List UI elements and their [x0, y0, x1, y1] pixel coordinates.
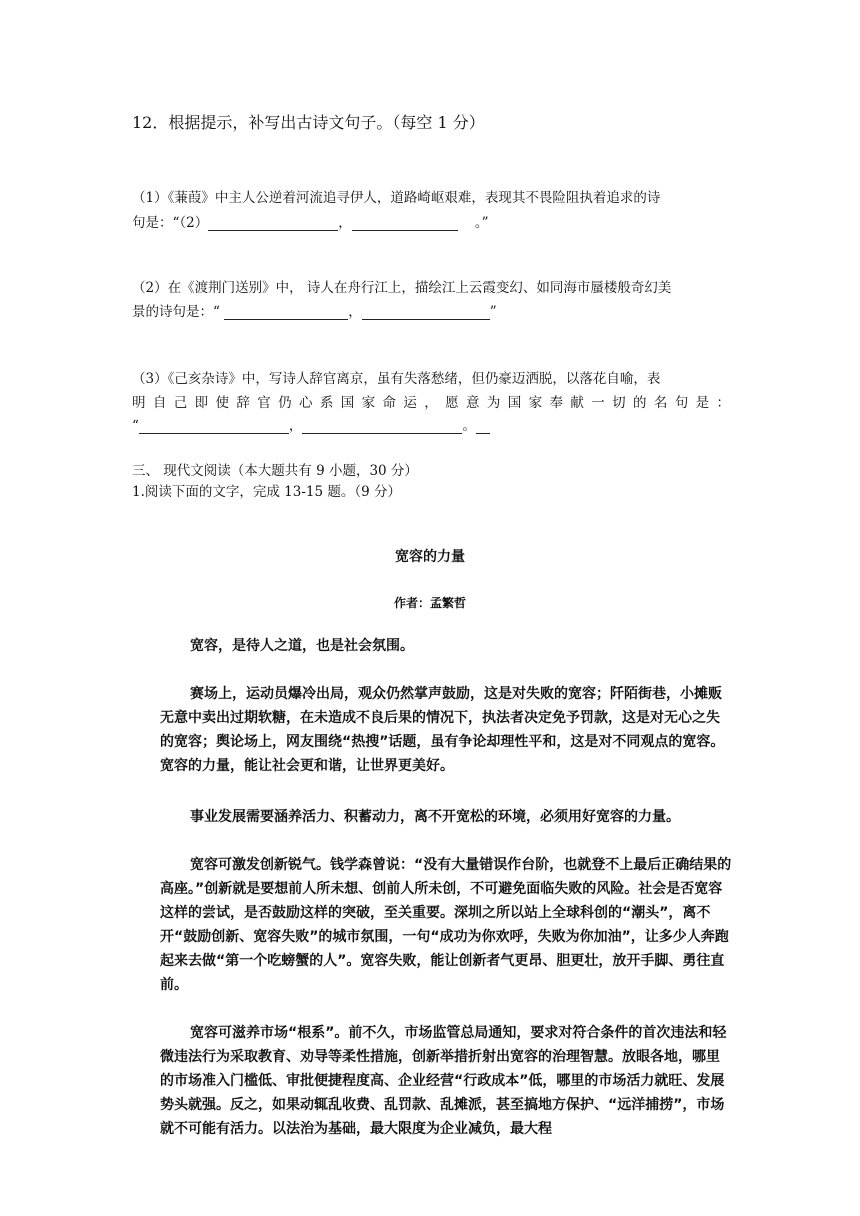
article-author: 作者：孟繁哲	[393, 596, 466, 610]
question-1-comma: ，	[338, 215, 352, 231]
question-2-comma: ，	[348, 304, 362, 320]
question-3-line-2	[132, 391, 730, 411]
question-1-prefix: 句是：“（2）	[132, 215, 209, 231]
question-3-char: 即	[194, 395, 209, 411]
question-3-char: 明	[132, 395, 146, 411]
question-3-char: 家	[361, 395, 376, 411]
question-3-char: ：	[716, 395, 730, 411]
article-paragraph-4: 宽容可激发创新锐气。钱学森曾说：“没有大量错误作台阶，也就登不上最后正确结果的高座。”创新就是要想前人所未想、创前人所未创，不可避免面临失败的风险。社会是否宽容这样的尝试，是否鼓励这样的突破，至关重要。深圳之所以站上全球科创的“潮头”，离不开“鼓励创新、宽容失败”的城市氛围，一句“成功为你欢呼，失败为你加油”，让多少人奔跑起来去做“第一个吃螃蟹的人”。宽容失败，能让创新者气更昂、胆更壮，放开手脚、勇往直前。	[160, 857, 732, 993]
question-3-char: 心	[299, 395, 313, 411]
question-2-line-1: （2）在《渡荆门送别》中， 诗人在舟行江上，描绘江上云霞变幻、如同海市蜃楼般奇幻美	[132, 280, 672, 296]
question-3-end: 。	[462, 418, 476, 434]
question-3-char: 系	[319, 395, 334, 411]
question-3-char: 国	[507, 395, 522, 411]
answer-blank-tail	[476, 419, 490, 434]
question-3-prefix: “	[132, 418, 139, 434]
question-3-char: 自	[152, 395, 167, 411]
answer-blank[interactable]	[362, 305, 490, 320]
answer-blank[interactable]	[208, 216, 338, 231]
question-3-char: 名	[653, 395, 668, 411]
answer-blank[interactable]	[139, 419, 289, 434]
question-3-char: 命	[382, 395, 396, 411]
answer-blank[interactable]	[352, 216, 458, 231]
question-3-char: 为	[486, 395, 501, 411]
article-paragraph-2: 赛场上，运动员爆冷出局，观众仍然掌声鼓励，这是对失败的宽容；阡陌街巷，小摊贩无意中卖出过期软糖，在未造成不良后果的情况下，执法者决定免予罚款，这是对无心之失的宽容；舆论场上，网友围绕“热搜”话题，虽有争论却理性平和，这是对不同观点的宽容。宽容的力量，能让社会更和谐，让世界更美好。	[160, 686, 725, 774]
question-3-char: 己	[173, 395, 188, 411]
question-3-char: 官	[257, 395, 271, 411]
answer-blank[interactable]	[224, 305, 348, 320]
question-3-char: 国	[340, 395, 355, 411]
question-2-line-2	[132, 300, 497, 320]
question-3-char: 家	[528, 395, 543, 411]
question-1-line-2	[132, 211, 489, 231]
question-1-end: 。”	[474, 215, 489, 231]
question-3-char: 仍	[278, 395, 292, 411]
section-subheading: 1.阅读下面的文字，完成 13-15 题。（9 分）	[132, 484, 402, 500]
question-3-char: 愿	[445, 395, 459, 411]
question-3-char: 意	[466, 395, 480, 411]
question-3-char: 辞	[236, 395, 250, 411]
article-paragraph-1: 宽容，是待人之道，也是社会氛围。	[190, 638, 414, 654]
question-3-char: 切	[612, 395, 626, 411]
question-3-char: 献	[570, 395, 584, 411]
article-title: 宽容的力量	[395, 549, 465, 565]
question-2-prefix: 景的诗句是：“	[132, 304, 220, 320]
question-3-char: 使	[215, 395, 229, 411]
question-3-char: ，	[424, 395, 438, 411]
answer-blank[interactable]	[302, 419, 462, 434]
question-3-char: 奉	[549, 395, 563, 411]
article-paragraph-3: 事业发展需要涵养活力、积蓄动力，离不开宽松的环境，必须用好宽容的力量。	[190, 809, 680, 825]
question-3-char: 句	[674, 395, 689, 411]
question-3-char: 一	[591, 395, 605, 411]
question-title: 12．根据提示，补写出古诗文句子。（每空 1 分）	[132, 113, 485, 132]
question-3-char: 的	[633, 395, 647, 411]
question-3-line-3	[132, 414, 490, 434]
section-heading: 三、 现代文阅读（本大题共有 9 小题，30 分）	[132, 463, 418, 479]
question-3-char: 是	[695, 395, 710, 411]
question-3-line-1: （3）《己亥杂诗》中，写诗人辞官离京，虽有失落愁绪，但仍豪迈洒脱，以落花自喻，表	[132, 371, 661, 387]
article-paragraph-5: 宽容可滋养市场“根系”。前不久，市场监管总局通知，要求对符合条件的首次违法和轻微违法行为采取教育、劝导等柔性措施，创新举措折射出宽容的治理智慧。放眼各地，哪里的市场准入门槛低、审批便捷程度高、企业经营“行政成本”低，哪里的市场活力就旺、发展势头就强。反之，如果动辄乱收费、乱罚款、乱摊派，甚至搞地方保护、“远洋捕捞”，市场就不可能有活力。以法治为基础，最大限度为企业减负，最大程	[160, 1025, 727, 1137]
question-3-char: 运	[403, 395, 417, 411]
question-1-line-1: （1）《蒹葭》中主人公逆着河流追寻伊人，道路崎岖艰难，表现其不畏险阻执着追求的诗	[132, 190, 661, 206]
question-2-end: ”	[489, 304, 497, 320]
question-3-comma: ，	[288, 418, 303, 434]
